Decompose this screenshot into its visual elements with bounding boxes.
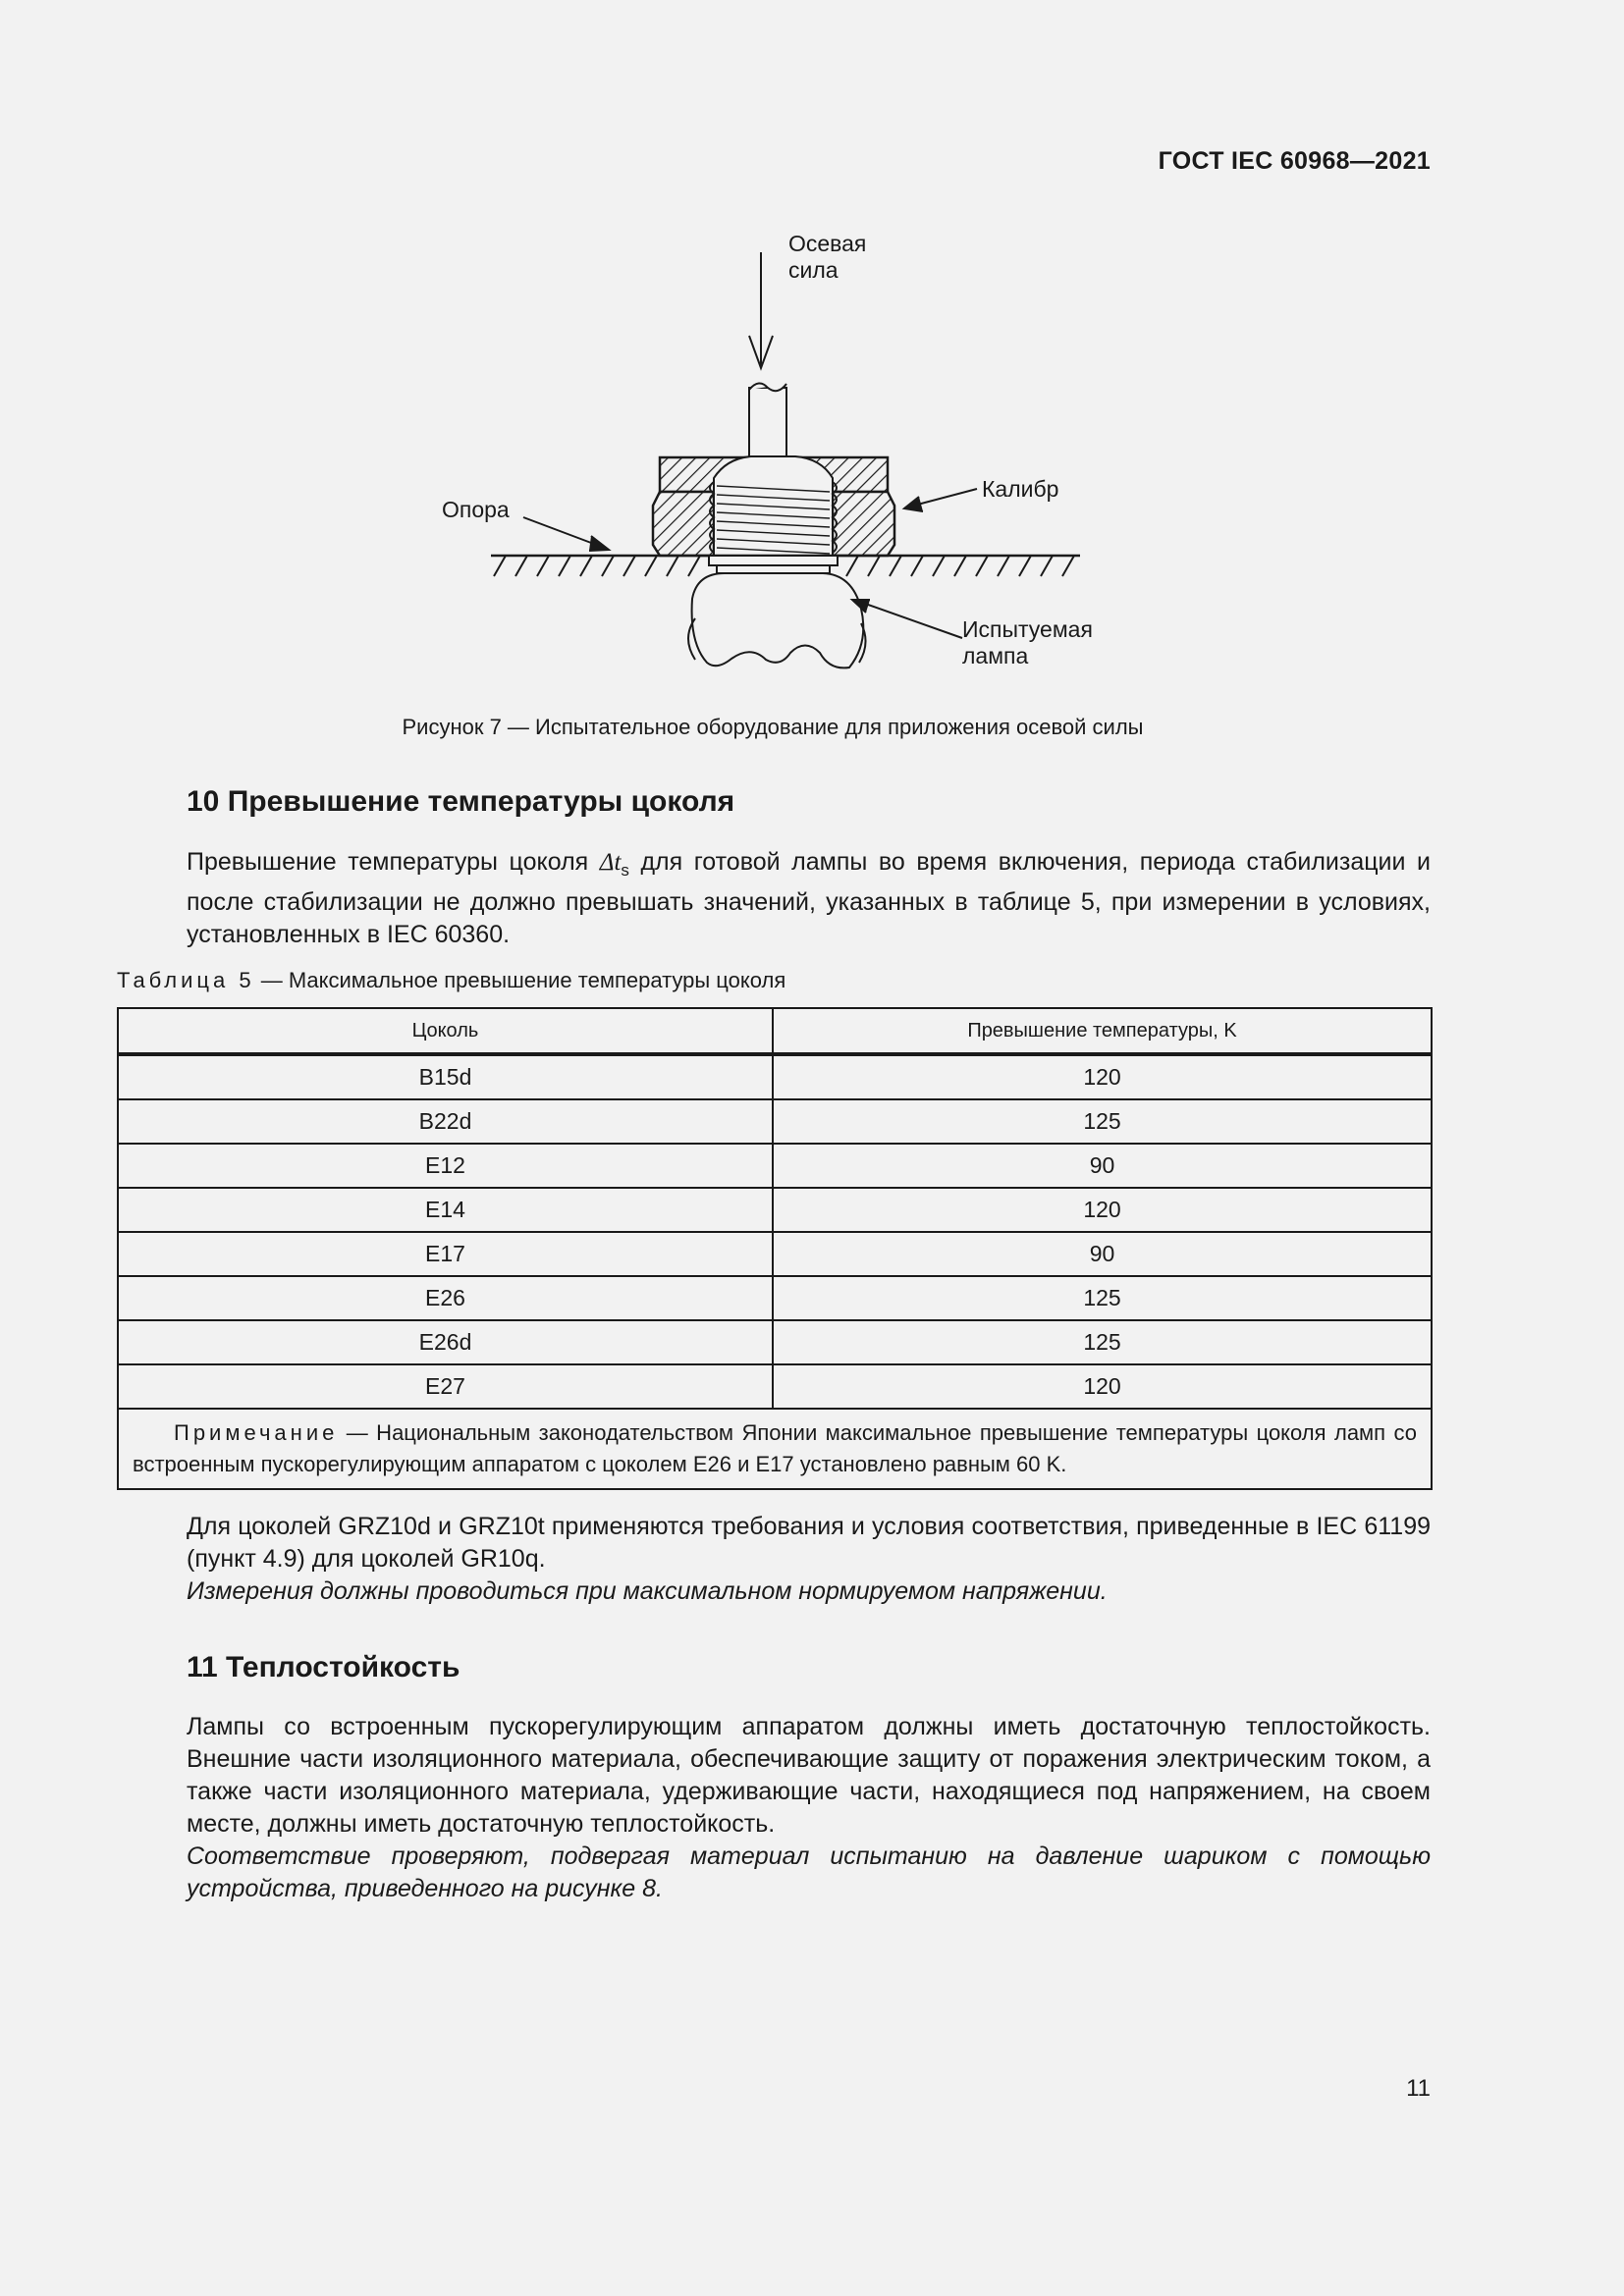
cap-cell: B22d — [118, 1099, 773, 1144]
label-axial-force-line1: Осевая — [788, 231, 867, 256]
label-test-lamp-line1: Испытуемая — [962, 616, 1093, 642]
table-header-row — [118, 1008, 1432, 1054]
cap-cell: B15d — [118, 1054, 773, 1099]
cap-cell: E27 — [118, 1364, 773, 1409]
table-row — [118, 1188, 1432, 1232]
section-11-paragraph: Лампы со встроенным пускорегулирующим аппаратом должны иметь достаточную теплостойкость. Внешние части изоляционного материала, обеспечивающие защиту от поражения электрическим током, а также части изоляционного материала, удерживающие части, находящиеся под напряжением, на своем месте, должны иметь достаточную теплостойкость. — [187, 1713, 1431, 1838]
label-test-lamp-line2: лампа — [962, 643, 1029, 668]
table-row — [118, 1276, 1432, 1320]
value-cell: 90 — [773, 1144, 1432, 1188]
measurement-note: Измерения должны проводиться при максимальном нормируемом напряжении. — [187, 1577, 1108, 1605]
table-row — [118, 1232, 1432, 1276]
value-cell: 125 — [773, 1320, 1432, 1364]
delta-ts-symbol: Δt — [599, 849, 622, 876]
header-temp-rise: Превышение температуры, K — [773, 1008, 1432, 1054]
delta-ts-subscript: s — [621, 861, 629, 880]
label-support: Опора — [442, 497, 510, 522]
value-cell: 125 — [773, 1276, 1432, 1320]
figure-caption: Рисунок 7 — Испытательное оборудование для приложения осевой силы — [402, 715, 1144, 739]
page-number: 11 — [1406, 2075, 1431, 2102]
table-5 — [117, 1007, 1433, 1490]
section-11-block — [117, 1711, 1431, 1905]
value-cell: 125 — [773, 1099, 1432, 1144]
section-10-heading: 10 Превышение температуры цоколя — [187, 785, 735, 818]
cap-cell: E26 — [118, 1276, 773, 1320]
table-row — [118, 1099, 1432, 1144]
figure-7 — [432, 221, 1198, 692]
value-cell: 120 — [773, 1364, 1432, 1409]
section-11-heading: 11 Теплостойкость — [187, 1651, 460, 1683]
after-table-block — [117, 1511, 1431, 1608]
label-gauge: Калибр — [982, 476, 1059, 502]
table-5-caption — [117, 968, 785, 993]
cap-cell: E17 — [118, 1232, 773, 1276]
section-10-paragraph — [117, 846, 1431, 951]
table-note — [118, 1409, 1432, 1489]
table-row — [118, 1144, 1432, 1188]
table-row — [118, 1320, 1432, 1364]
table-row — [118, 1364, 1432, 1409]
cap-cell: E14 — [118, 1188, 773, 1232]
document-id: ГОСТ IEC 60968—2021 — [1158, 147, 1431, 175]
cap-cell: E12 — [118, 1144, 773, 1188]
table-label: Таблица 5 — [117, 968, 255, 992]
para-text-start: Превышение температуры цоколя — [187, 848, 600, 876]
label-test-lamp — [962, 616, 1093, 669]
cap-cell: E26d — [118, 1320, 773, 1364]
value-cell: 120 — [773, 1188, 1432, 1232]
value-cell: 120 — [773, 1054, 1432, 1099]
table-row — [118, 1054, 1432, 1099]
grz-paragraph: Для цоколей GRZ10d и GRZ10t применяются требования и условия соответствия, приведенные в IEC 61199 (пункт 4.9) для цоколей GR10q. — [187, 1513, 1431, 1573]
compliance-note: Соответствие проверяют, подвергая материал испытанию на давление шариком с помощью устройства, приведенного на рисунке 8. — [187, 1842, 1431, 1902]
note-label: Примечание — [174, 1420, 339, 1445]
table-title: — Максимальное превышение температуры цоколя — [254, 968, 786, 992]
header-cap: Цоколь — [118, 1008, 773, 1054]
label-axial-force — [788, 231, 866, 284]
note-text: — Национальным законодательством Японии максимальное превышение температуры цоколя ламп со встроенным пускорегулирующим аппаратом с цоколем E26 и E17 установлено равным 60 K. — [133, 1420, 1417, 1476]
label-axial-force-line2: сила — [788, 257, 839, 283]
value-cell: 90 — [773, 1232, 1432, 1276]
table-note-row — [118, 1409, 1432, 1489]
para-text-end: для готовой лампы во время включения, периода стабилизации и после стабилизации не должно превышать значений, указанных в таблице 5, при измерении в условиях, установленных в IEC 60360. — [187, 848, 1432, 948]
